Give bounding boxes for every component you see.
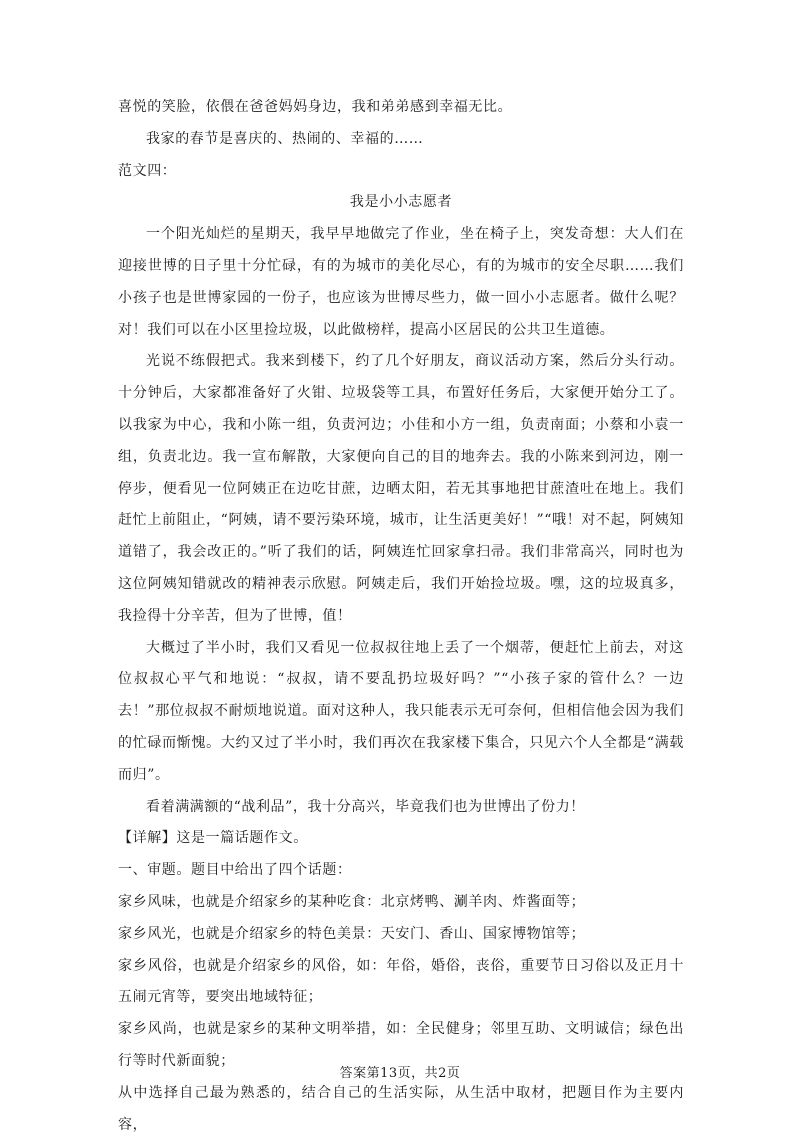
essay-paragraph-2: 光说不练假把式。我来到楼下，约了几个好朋友，商议活动方案，然后分头行动。十分钟后，大家都准备好了火钳、垃圾袋等工具，布置好任务后，大家便开始分工了。以我家为中心，我和小陈一组，负责河边；小佳和小方一组，负责南面；小蔡和小袁一组，负责北边。我一宣布解散，大家便向自己的目的地奔去。我的小陈来到河边，刚一停步，便看见一位阿姨正在边吃甘蔗，边晒太阳，若无其事地把甘蔗渣吐在地上。我们赶忙上前阻止，“阿姨，请不要污染环境，城市，让生活更美好！”“哦！对不起，阿姨知道错了，我会改正的。”听了我们的话，阿姨连忙回家拿扫帚。我们非常高兴，同时也为这位阿姨知错就改的精神表示欣慰。阿姨走后，我们开始捡垃圾。嘿，这的垃圾真多，我捡得十分辛苦，但为了世博，值！: [118, 353, 684, 624]
essay-paragraph-3: 大概过了半小时，我们又看见一位叔叔往地上丢了一个烟蒂，便赶忙上前去，对这位叔叔心平气和地说：“叔叔，请不要乱扔垃圾好吗？”“小孩子家的管什么？一边去！”那位叔叔不耐烦地说道。面对这种人，我只能表示无可奈何，但相信他会因为我们的忙碌而惭愧。大约又过了半小时，我们再次在我家楼下集合，只见六个人全都是“满载而归”。: [118, 639, 684, 783]
document-body: [118, 92, 684, 1141]
analysis-step-1: 一、审题。题目中给出了四个话题：: [118, 862, 352, 879]
essay-paragraph-4: 看着满满额的“战利品”，我十分高兴，毕竟我们也为世博出了份力！: [146, 798, 585, 815]
topic-scenery: 家乡风光，也就是介绍家乡的特色美景：天安门、香山、国家博物馆等；: [118, 925, 586, 942]
paragraph-closing-line: 喜悦的笑脸，依偎在爸爸妈妈身边，我和弟弟感到幸福无比。: [118, 99, 513, 115]
essay-title: 我是小小志愿者: [349, 194, 453, 211]
topic-customs: 家乡风俗，也就是介绍家乡的风俗，如：年俗，婚俗，丧俗，重要节日习俗以及正月十五闹元宵等，要突出地域特征；: [118, 957, 684, 1006]
detail-heading: 【详解】这是一篇话题作文。: [118, 830, 308, 847]
topic-ethos: 家乡风尚，也就是家乡的某种文明举措，如：全民健身；邻里互助、文明诚信；绿色出行等时代新面貌；: [118, 1021, 684, 1069]
analysis-selection: 从中选择自己最为熟悉的，结合自己的生活实际，从生活中取材，把题目作为主要内容，: [118, 1084, 684, 1133]
paragraph-spring-festival-summary: 我家的春节是喜庆的、热闹的、幸福的……: [146, 130, 424, 147]
essay-paragraph-1: 一个阳光灿烂的星期天，我早早地做完了作业，坐在椅子上，突发奇想：大人们在迎接世博的日子里十分忙碌，有的为城市的美化尽心，有的为城市的安全尽职……我们小孩子也是世博家园的一份子，也应该为世博尽些力，做一回小小志愿者。做什么呢？对！我们可以在小区里捡垃圾，以此做榜样，提高小区居民的公共卫生道德。: [118, 226, 684, 338]
topic-flavor: 家乡风味，也就是介绍家乡的某种吃食：北京烤鸭、涮羊肉、炸酱面等；: [118, 893, 586, 910]
page-footer: 答案第13页，共2页: [339, 1066, 461, 1081]
sample-essay-label: 范文四：: [118, 162, 177, 179]
